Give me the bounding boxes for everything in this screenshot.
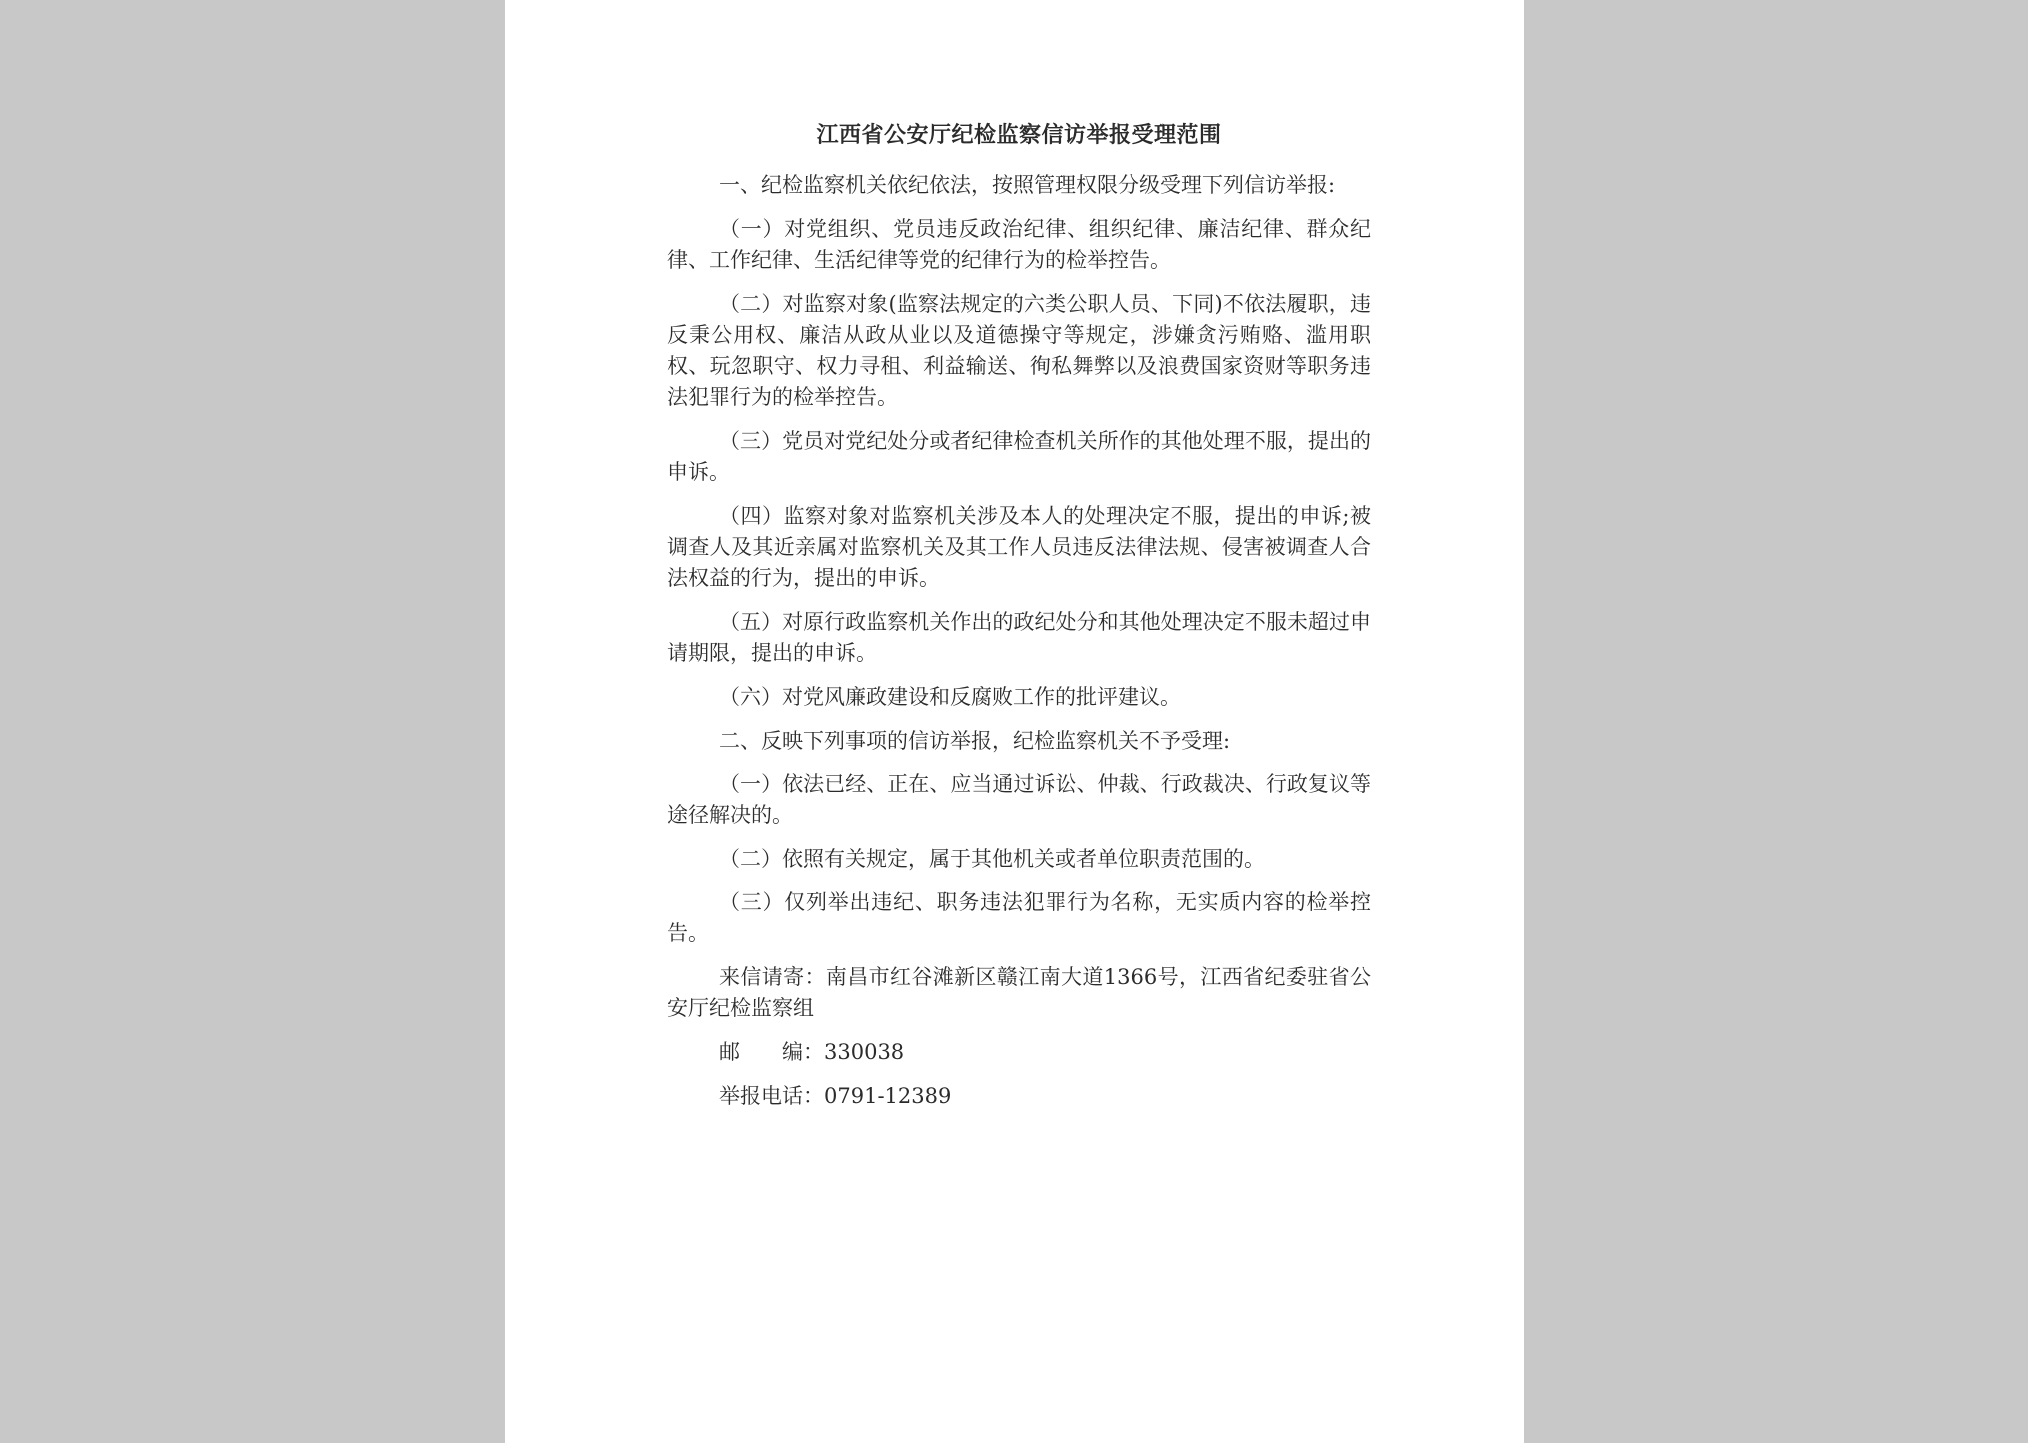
section-one-item-3: （三）党员对党纪处分或者纪律检查机关所作的其他处理不服，提出的申诉。 bbox=[667, 429, 1371, 484]
section-one-intro: 一、纪检监察机关依纪依法，按照管理权限分级受理下列信访举报: bbox=[719, 173, 1336, 197]
document-content bbox=[667, 118, 1371, 1125]
report-phone: 举报电话：0791-12389 bbox=[719, 1084, 952, 1108]
section-one-item-4: （四）监察对象对监察机关涉及本人的处理决定不服，提出的申诉;被调查人及其近亲属对监察机关及其工作人员违反法律法规、侵害被调查人合法权益的行为，提出的申诉。 bbox=[667, 504, 1371, 590]
document-page bbox=[505, 0, 1524, 1443]
section-two-intro: 二、反映下列事项的信访举报，纪检监察机关不予受理: bbox=[719, 729, 1231, 753]
section-one-item-5: （五）对原行政监察机关作出的政纪处分和其他处理决定不服未超过申请期限，提出的申诉。 bbox=[667, 610, 1371, 665]
mailing-address: 来信请寄：南昌市红谷滩新区赣江南大道1366号，江西省纪委驻省公安厅纪检监察组 bbox=[667, 965, 1371, 1020]
section-one-item-6: （六）对党风廉政建设和反腐败工作的批评建议。 bbox=[719, 685, 1181, 709]
section-one-item-1: （一）对党组织、党员违反政治纪律、组织纪律、廉洁纪律、群众纪律、工作纪律、生活纪律等党的纪律行为的检举控告。 bbox=[667, 217, 1371, 272]
section-two-item-2: （二）依照有关规定，属于其他机关或者单位职责范围的。 bbox=[719, 847, 1265, 871]
postal-code: 邮 编：330038 bbox=[719, 1040, 905, 1064]
document-title: 江西省公安厅纪检监察信访举报受理范围 bbox=[816, 122, 1222, 148]
section-two-item-3: （三）仅列举出违纪、职务违法犯罪行为名称，无实质内容的检举控告。 bbox=[667, 890, 1371, 945]
section-one-item-2: （二）对监察对象(监察法规定的六类公职人员、下同)不依法履职，违反秉公用权、廉洁从政从业以及道德操守等规定，涉嫌贪污贿赂、滥用职权、玩忽职守、权力寻租、利益输送、徇私舞弊以及浪费国家资财等职务违法犯罪行为的检举控告。 bbox=[667, 292, 1371, 409]
section-two-item-1: （一）依法已经、正在、应当通过诉讼、仲裁、行政裁决、行政复议等途径解决的。 bbox=[667, 772, 1371, 827]
